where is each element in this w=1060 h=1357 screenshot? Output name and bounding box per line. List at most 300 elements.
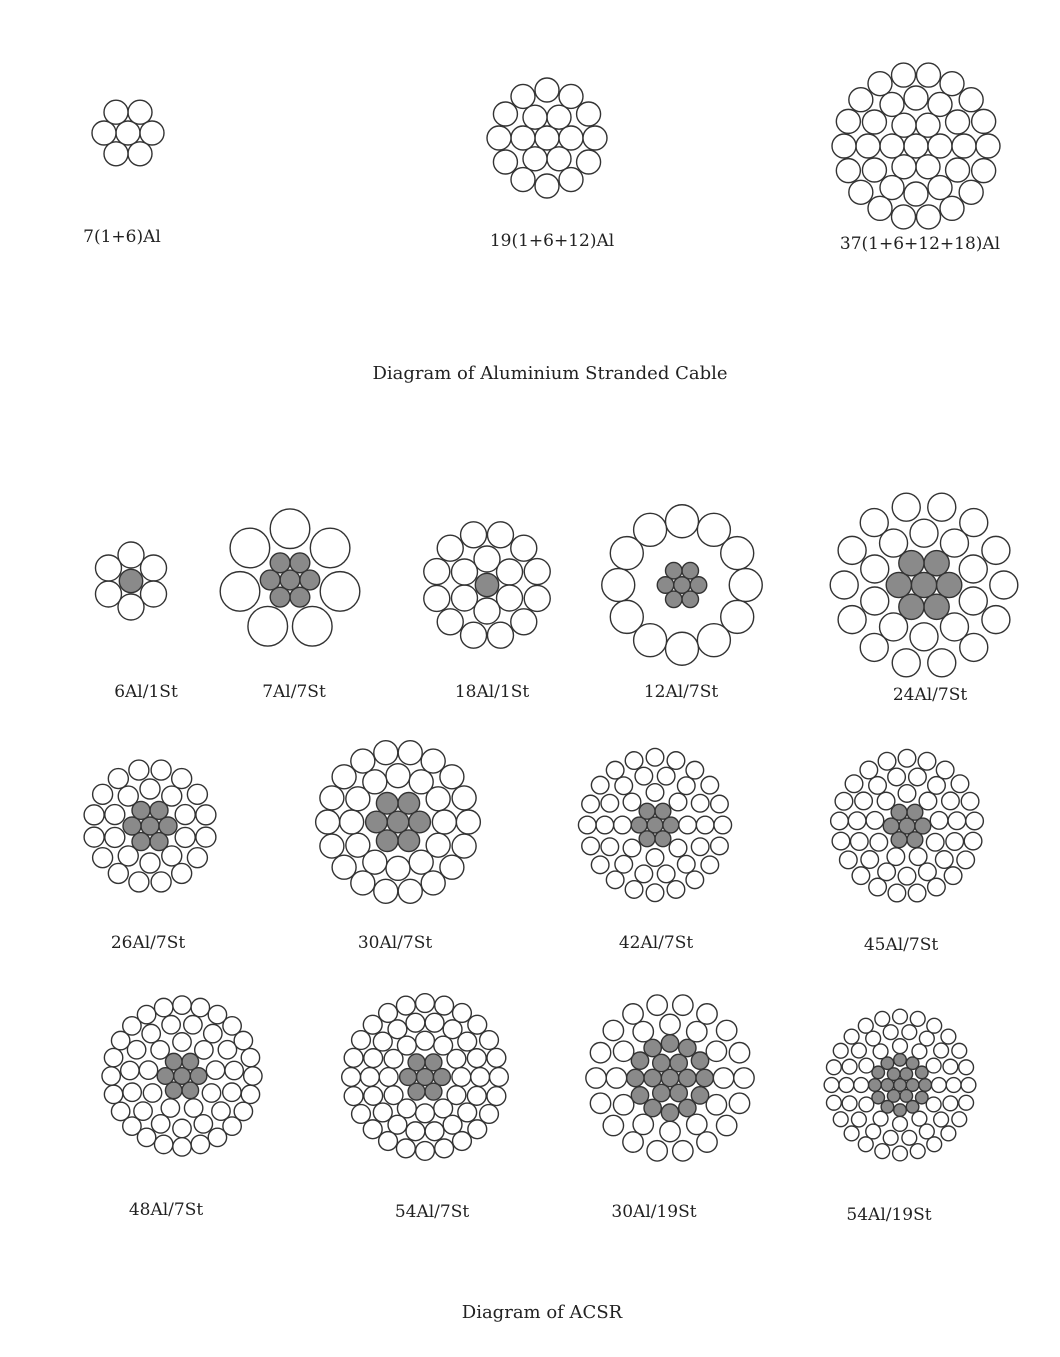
steel-strand	[894, 1054, 907, 1067]
aluminium-strand	[195, 1041, 213, 1059]
acsr-label-7al-7st: 7Al/7St	[262, 682, 326, 702]
aluminium-strand	[406, 1122, 425, 1141]
aluminium-strand	[196, 805, 216, 825]
aluminium-strand	[137, 1005, 155, 1023]
steel-strand	[270, 587, 290, 607]
aluminium-strand	[888, 884, 906, 902]
acsr-label-42al-7st: 42Al/7St	[618, 933, 694, 953]
aluminium-strand	[524, 559, 550, 585]
aluminium-strand	[959, 1095, 974, 1110]
aluminium-strand	[849, 88, 873, 112]
aluminium-strand	[930, 812, 948, 830]
aluminium-strand	[880, 134, 904, 158]
aluminium-strand	[208, 1128, 226, 1146]
aluminium-strand	[926, 1058, 941, 1073]
aluminium-strand	[943, 1059, 958, 1074]
aluminium-strand	[869, 777, 887, 795]
aluminium-strand	[878, 863, 896, 881]
aluminium-strand	[351, 749, 375, 773]
aluminium-strand	[623, 1004, 643, 1024]
acsr-label-30al-7st: 30Al/7St	[357, 933, 433, 953]
aluminium-strand	[860, 761, 878, 779]
aluminium-strand	[892, 493, 920, 521]
aluminium-strand	[673, 1141, 693, 1161]
aluminium-strand	[241, 1048, 259, 1066]
aluminium-strand	[547, 147, 571, 171]
steel-strand	[300, 570, 320, 590]
acsr-label-12al-7st: 12Al/7St	[643, 682, 719, 702]
aluminium-strand	[666, 632, 699, 665]
aluminium-strand	[95, 555, 121, 581]
acsr-7al-7st	[220, 509, 360, 646]
aluminium-strand	[128, 142, 152, 166]
aluminium-strand	[909, 848, 927, 866]
aluminium-strand	[952, 1112, 967, 1127]
aluminium-strand	[892, 63, 916, 87]
aluminium-strand	[875, 1011, 890, 1026]
aluminium-strand	[926, 1097, 941, 1112]
aluminium-strand	[497, 585, 523, 611]
al-label-37: 37(1+6+12+18)Al	[839, 234, 1001, 254]
acsr-45al-7st	[831, 749, 984, 901]
steel-strand	[398, 792, 420, 814]
aluminium-strand	[948, 812, 966, 830]
aluminium-strand	[194, 1115, 212, 1133]
aluminium-strand	[511, 609, 537, 635]
aluminium-strand	[364, 1049, 383, 1068]
aluminium-strand	[964, 832, 982, 850]
aluminium-strand	[697, 1004, 717, 1024]
aluminium-strand	[104, 142, 128, 166]
aluminium-strand	[646, 849, 664, 867]
aluminium-strand	[866, 812, 884, 830]
aluminium-strand	[468, 1015, 487, 1034]
aluminium-strand	[836, 109, 860, 133]
aluminium-strand	[960, 633, 988, 661]
aluminium-strand	[123, 1083, 141, 1101]
aluminium-strand	[844, 1029, 859, 1044]
aluminium-strand	[363, 770, 387, 794]
aluminium-strand	[634, 513, 667, 546]
aluminium-strand	[468, 1120, 487, 1139]
aluminium-strand	[614, 816, 632, 834]
aluminium-strand	[467, 1086, 486, 1105]
acsr-label-45al-7st: 45Al/7St	[863, 935, 939, 955]
aluminium-strand	[474, 546, 500, 572]
aluminium-strand	[657, 767, 675, 785]
aluminium-strand	[721, 537, 754, 570]
aluminium-strand	[633, 1021, 653, 1041]
aluminium-strand	[184, 1099, 202, 1117]
aluminium-strand	[590, 1043, 610, 1063]
aluminium-strand	[855, 792, 873, 810]
aluminium-strand	[416, 994, 435, 1013]
acsr-group	[84, 493, 1018, 1323]
acsr-label-48al-7st: 48Al/7St	[128, 1200, 204, 1220]
aluminium-strand	[833, 1112, 848, 1127]
aluminium-strand	[320, 572, 360, 612]
aluminium-strand	[559, 126, 583, 150]
aluminium-strand	[398, 741, 422, 765]
aluminium-strand	[151, 760, 171, 780]
aluminium-strand	[615, 855, 633, 873]
aluminium-strand	[902, 1130, 917, 1145]
aluminium-strand	[93, 784, 113, 804]
aluminium-strand	[447, 1049, 466, 1068]
aluminium-strand	[582, 795, 600, 813]
aluminium-strand	[606, 1068, 626, 1088]
aluminium-strand	[990, 571, 1018, 599]
aluminium-strand	[927, 1137, 942, 1152]
aluminium-strand	[935, 851, 953, 869]
aluminium-strand	[893, 1009, 908, 1024]
acsr-30al-7st	[316, 741, 481, 904]
aluminium-strand	[590, 1093, 610, 1113]
aluminium-strand	[952, 1043, 967, 1058]
steel-strand	[682, 591, 699, 608]
al-label-7: 7(1+6)Al	[83, 227, 161, 247]
aluminium-strand	[625, 752, 643, 770]
aluminium-strand	[206, 1061, 224, 1079]
steel-strand	[290, 553, 310, 573]
aluminium-strand	[716, 1115, 736, 1135]
aluminium-strand	[151, 872, 171, 892]
aluminium-strand	[940, 72, 964, 96]
aluminium-strand	[524, 585, 550, 611]
aluminium-strand	[844, 1126, 859, 1141]
aluminium-strand	[105, 827, 125, 847]
aluminium-strand	[142, 1024, 160, 1042]
aluminium-strand	[706, 1041, 726, 1061]
aluminium-strand	[898, 749, 916, 767]
aluminium-strand	[493, 102, 517, 126]
aluminium-strand	[425, 1122, 444, 1141]
aluminium-strand	[687, 1114, 707, 1134]
aluminium-strand	[583, 126, 607, 150]
aluminium-strand	[959, 1060, 974, 1075]
aluminium-strand	[424, 559, 450, 585]
aluminium-strand	[452, 786, 476, 810]
aluminium-strand	[559, 168, 583, 192]
steel-strand	[290, 587, 310, 607]
steel-strand	[886, 572, 911, 597]
aluminium-strand	[161, 1099, 179, 1117]
aluminium-strand	[202, 1084, 220, 1102]
aluminium-strand	[108, 863, 128, 883]
aluminium-strand	[832, 134, 856, 158]
aluminium-strand	[386, 764, 410, 788]
aluminium-strand	[928, 493, 956, 521]
aluminium-strand	[856, 134, 880, 158]
aluminium-strand	[582, 837, 600, 855]
aluminium-strand	[187, 848, 207, 868]
steel-strand	[627, 1069, 644, 1086]
aluminium-strand	[603, 1020, 623, 1040]
aluminium-strand	[893, 1146, 908, 1161]
aluminium-strand	[904, 86, 928, 110]
aluminium-strand	[657, 865, 675, 883]
aluminium-strand	[848, 812, 866, 830]
aluminium-strand	[184, 1016, 202, 1034]
aluminium-strand	[342, 1068, 361, 1087]
aluminium-strand	[826, 1095, 841, 1110]
aluminium-strand	[677, 777, 695, 795]
aluminium-strand	[234, 1031, 252, 1049]
acsr-label-26al-7st: 26Al/7St	[110, 933, 186, 953]
aluminium-strand	[591, 856, 609, 874]
aluminium-strand	[456, 810, 480, 834]
aluminium-strand	[175, 805, 195, 825]
aluminium-strand	[868, 72, 892, 96]
aluminium-strand	[701, 856, 719, 874]
aluminium-strand	[647, 995, 667, 1015]
aluminium-strand	[691, 794, 709, 812]
aluminium-strand	[104, 1048, 122, 1066]
aluminium-strand	[248, 606, 288, 646]
aluminium-strand	[861, 851, 879, 869]
aluminium-strand	[946, 110, 970, 134]
aluminium-strand	[451, 559, 477, 585]
aluminium-strand	[887, 848, 905, 866]
aluminium-strand	[910, 1011, 925, 1026]
acsr-label-30al-19st: 30Al/19St	[611, 1202, 697, 1222]
aluminium-strand	[386, 856, 410, 880]
steel-strand	[119, 569, 142, 592]
aluminium-strand	[838, 536, 866, 564]
aluminium-strand	[535, 126, 559, 150]
aluminium-strand	[893, 1039, 908, 1054]
aluminium-strand	[151, 1041, 169, 1059]
aluminium-strand	[613, 1041, 633, 1061]
aluminium-strand	[706, 1095, 726, 1115]
aluminium-strand	[851, 833, 869, 851]
aluminium-strand	[961, 1078, 976, 1093]
aluminium-strand	[883, 1025, 898, 1040]
aluminium-strand	[858, 1018, 873, 1033]
aluminium-strand	[875, 1144, 890, 1159]
aluminium-strand	[861, 587, 889, 615]
aluminium-strand	[453, 1132, 472, 1151]
aluminium-strand	[104, 1085, 122, 1103]
aluminium-strand	[660, 1121, 680, 1141]
aluminium-strand	[111, 1102, 129, 1120]
aluminium-strand	[102, 1067, 120, 1085]
steel-strand	[270, 553, 290, 573]
aluminium-strand	[860, 633, 888, 661]
aluminium-strand	[398, 879, 422, 903]
aluminium-strand	[453, 1004, 472, 1023]
aluminium-strand	[697, 1132, 717, 1152]
aluminium-strand	[928, 92, 952, 116]
aluminium-strand	[686, 871, 704, 889]
steel-strand	[387, 811, 409, 833]
aluminium-strand	[982, 536, 1010, 564]
aluminium-strand	[868, 196, 892, 220]
aluminium-strand	[941, 1029, 956, 1044]
aluminium-strand	[471, 1068, 490, 1087]
al-label-19: 19(1+6+12)Al	[489, 231, 615, 251]
aluminium-strand	[175, 827, 195, 847]
aluminium-strand	[344, 1048, 363, 1067]
aluminium-strand	[928, 878, 946, 896]
aluminium-strand	[578, 816, 596, 834]
acsr-label-54al-19st: 54Al/19St	[846, 1205, 932, 1225]
steel-strand	[425, 1083, 442, 1100]
aluminium-strand	[852, 1043, 867, 1058]
aluminium-strand	[826, 1060, 841, 1075]
aluminium-strand	[623, 839, 641, 857]
aluminium-strand	[859, 1058, 874, 1073]
aluminium-strand	[952, 134, 976, 158]
aluminium-strand	[384, 1086, 403, 1105]
acsr-24al-7st	[830, 493, 1018, 677]
aluminium-strand	[877, 792, 895, 810]
aluminium-strand	[95, 581, 121, 607]
aluminium-strand	[360, 1068, 379, 1087]
aluminium-strand	[957, 851, 975, 869]
steel-strand	[408, 1054, 425, 1071]
aluminium-strand	[204, 1024, 222, 1042]
aluminium-strand	[396, 996, 415, 1015]
steel-strand	[409, 811, 431, 833]
aluminium-strand	[960, 509, 988, 537]
aluminium-strand	[972, 159, 996, 183]
aluminium-strand	[908, 884, 926, 902]
aluminium-strand	[451, 585, 477, 611]
aluminium-cable-group	[83, 63, 1000, 384]
aluminium-strand	[904, 134, 928, 158]
acsr-26al-7st	[84, 760, 216, 892]
aluminium-strand	[918, 752, 936, 770]
aluminium-strand	[646, 884, 664, 902]
aluminium-strand	[364, 1086, 383, 1105]
aluminium-strand	[982, 606, 1010, 634]
aluminium-strand	[910, 623, 938, 651]
aluminium-strand	[839, 1078, 854, 1093]
aluminium-strand	[388, 1020, 407, 1039]
aluminium-strand	[836, 159, 860, 183]
aluminium-strand	[409, 850, 433, 874]
aluminium-strand	[230, 528, 270, 568]
aluminium-strand	[667, 752, 685, 770]
aluminium-strand	[910, 1144, 925, 1159]
aluminium-strand	[374, 741, 398, 765]
aluminium-strand	[701, 776, 719, 794]
aluminium-strand	[697, 624, 730, 657]
aluminium-strand	[511, 84, 535, 108]
al-cable-19	[487, 78, 607, 198]
aluminium-strand	[959, 88, 983, 112]
aluminium-strand	[467, 1049, 486, 1068]
aluminium-strand	[623, 793, 641, 811]
aluminium-strand	[474, 598, 500, 624]
aluminium-strand	[716, 1020, 736, 1040]
aluminium-strand	[586, 1068, 606, 1088]
aluminium-strand	[461, 622, 487, 648]
al-cable-7	[92, 100, 164, 166]
aluminium-strand	[511, 535, 537, 561]
aluminium-strand	[859, 1097, 874, 1112]
aluminium-strand	[601, 838, 619, 856]
steel-strand	[661, 1104, 678, 1121]
aluminium-strand	[320, 786, 344, 810]
aluminium-strand	[647, 1141, 667, 1161]
aluminium-strand	[346, 833, 370, 857]
steel-strand	[260, 570, 280, 590]
aluminium-strand	[487, 126, 511, 150]
aluminium-strand	[490, 1068, 509, 1087]
aluminium-strand	[883, 1130, 898, 1145]
aluminium-strand	[118, 542, 144, 568]
steel-strand	[376, 830, 398, 852]
aluminium-strand	[416, 1031, 435, 1050]
aluminium-strand	[917, 63, 941, 87]
aluminium-strand	[824, 1078, 839, 1093]
aluminium-strand	[691, 838, 709, 856]
aluminium-strand	[93, 848, 113, 868]
aluminium-strand	[143, 1084, 161, 1102]
aluminium-strand	[379, 1004, 398, 1023]
acsr-54al-19st	[824, 1009, 976, 1161]
aluminium-strand	[162, 786, 182, 806]
aluminium-strand	[942, 792, 960, 810]
aluminium-strand	[606, 761, 624, 779]
aluminium-strand	[577, 150, 601, 174]
aluminium-strand	[926, 833, 944, 851]
aluminium-strand	[118, 846, 138, 866]
aluminium-strand	[934, 1043, 949, 1058]
aluminium-strand	[191, 1135, 209, 1153]
aluminium-strand	[173, 1119, 191, 1137]
aluminium-strand	[951, 775, 969, 793]
aluminium-strand	[379, 1132, 398, 1151]
aluminium-strand	[352, 1031, 371, 1050]
aluminium-strand	[310, 528, 350, 568]
aluminium-strand	[734, 1068, 754, 1088]
aluminium-strand	[946, 833, 964, 851]
aluminium-strand	[373, 1103, 392, 1122]
acsr-label-18al-1st: 18Al/1St	[454, 682, 530, 702]
aluminium-strand	[397, 1036, 416, 1055]
aluminium-strand	[934, 1112, 949, 1127]
aluminium-strand	[320, 834, 344, 858]
aluminium-strand	[241, 1085, 259, 1103]
aluminium-strand	[480, 1105, 499, 1124]
aluminium-strand	[105, 805, 125, 825]
aluminium-strand	[424, 585, 450, 611]
aluminium-strand	[976, 134, 1000, 158]
aluminium-strand	[173, 1138, 191, 1156]
aluminium-strand	[635, 767, 653, 785]
aluminium-strand	[961, 792, 979, 810]
aluminium-strand	[919, 863, 937, 881]
steel-strand	[919, 1079, 932, 1092]
aluminium-strand	[458, 1032, 477, 1051]
acsr-section-title: Diagram of ACSR	[461, 1302, 623, 1323]
aluminium-strand	[547, 105, 571, 129]
aluminium-strand	[625, 881, 643, 899]
aluminium-strand	[421, 871, 445, 895]
aluminium-strand	[673, 995, 693, 1015]
aluminium-strand	[140, 779, 160, 799]
aluminium-strand	[878, 752, 896, 770]
aluminium-strand	[972, 109, 996, 133]
aluminium-strand	[108, 769, 128, 789]
acsr-label-24al-7st: 24Al/7St	[892, 685, 968, 705]
aluminium-strand	[835, 792, 853, 810]
aluminium-strand	[535, 174, 559, 198]
aluminium-strand	[440, 765, 464, 789]
